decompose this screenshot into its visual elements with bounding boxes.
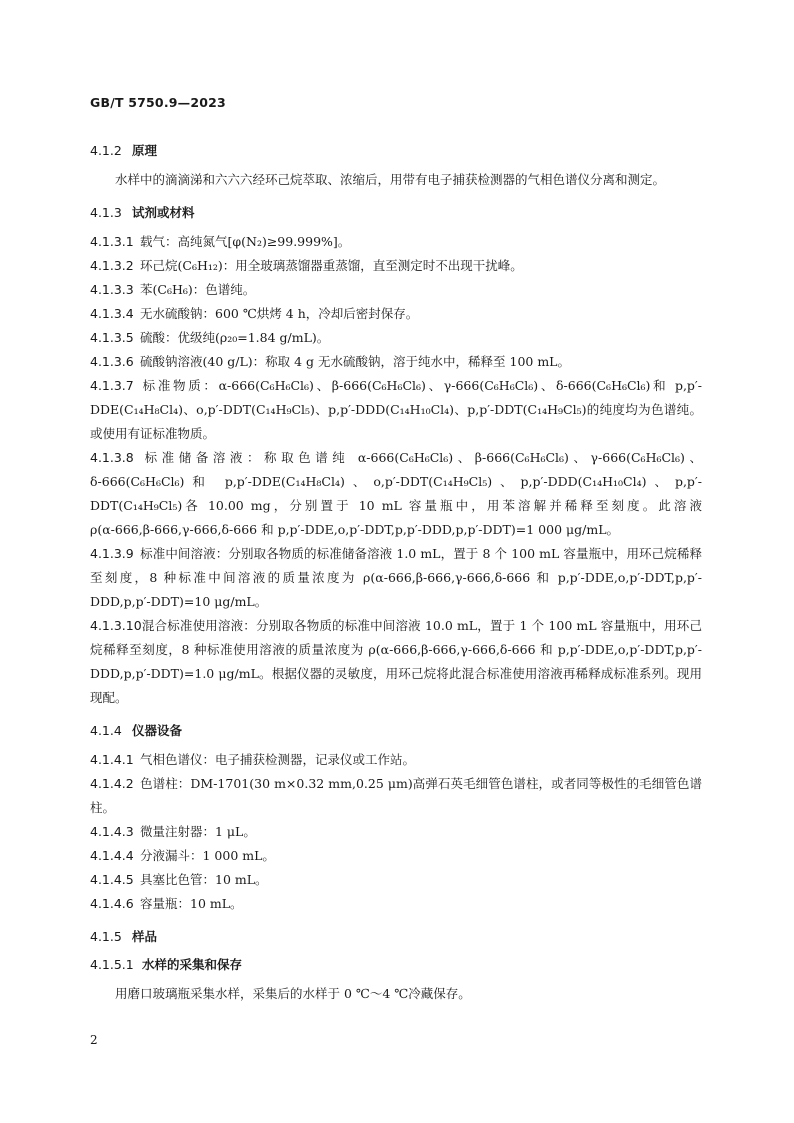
section-title: 水样的采集和保存 (142, 957, 243, 972)
list-item (90, 748, 702, 772)
item-text: 标准中间溶液：分别取各物质的标准储备溶液 1.0 mL，置于 8 个 100 mL 容量瓶中，用环己烷稀释至刻度，8 种标准中间溶液的质量浓度为 ρ(α-666,β-666,γ-666,δ-666 和 p,p′-DDE,o,p′-DDT,p,p′-DDD,p,p′-DDT)=10 μg/mL。 (90, 546, 702, 609)
item-text: 微量注射器：1 μL。 (140, 824, 256, 839)
item-number: 4.1.4.6 (90, 896, 134, 911)
item-number: 4.1.4.4 (90, 848, 134, 863)
item-text: 容量瓶：10 mL。 (140, 896, 243, 911)
principle-paragraph: 水样中的滴滴涕和六六六经环己烷萃取、浓缩后，用带有电子捕获检测器的气相色谱仪分离和测定。 (115, 172, 666, 187)
item-text: 标准物质：α-666(C₆H₆Cl₆)、β-666(C₆H₆Cl₆)、γ-666(C₆H₆Cl₆)、δ-666(C₆H₆Cl₆)和 p,p′-DDE(C₁₄H₈Cl₄)、o,p′-DDT(C₁₄H₉Cl₅)、p,p′-DDD(C₁₄H₁₀Cl₄)、p,p′-DDT(C₁₄H₉Cl₅)的纯度均为色谱纯。或使用有证标准物质。 (90, 378, 702, 441)
section-number: 4.1.5.1 (90, 957, 134, 972)
list-item (90, 614, 702, 710)
section-number: 4.1.5 (90, 929, 122, 944)
list-item (90, 302, 702, 326)
section-title: 原理 (132, 143, 158, 158)
item-text: 气相色谱仪：电子捕获检测器，记录仪或工作站。 (140, 752, 416, 767)
item-number: 4.1.4.5 (90, 872, 134, 887)
list-item (90, 350, 702, 374)
item-text: 苯(C₆H₆)：色谱纯。 (140, 282, 256, 297)
item-text: 硫酸：优级纯(ρ₂₀=1.84 g/mL)。 (140, 330, 330, 345)
item-text: 具塞比色管：10 mL。 (140, 872, 268, 887)
item-text: 硫酸钠溶液(40 g/L)：称取 4 g 无水硫酸钠，溶于纯水中，稀释至 100 mL。 (140, 354, 570, 369)
item-text: 载气：高纯氮气[φ(N₂)≥99.999%]。 (140, 234, 351, 249)
list-item (90, 254, 702, 278)
item-text: 无水硫酸钠：600 ℃烘烤 4 h，冷却后密封保存。 (140, 306, 419, 321)
list-item (90, 820, 702, 844)
item-text: 色谱柱：DM-1701(30 m×0.32 mm,0.25 μm)高弹石英毛细管色谱柱，或者同等极性的毛细管色谱柱。 (90, 776, 702, 815)
item-number: 4.1.4.2 (90, 776, 134, 791)
section-heading-4-1-5-1 (90, 956, 702, 982)
section-title: 仪器设备 (132, 723, 183, 738)
item-number: 4.1.3.3 (90, 282, 134, 297)
item-text: 混合标准使用溶液：分别取各物质的标准中间溶液 10.0 mL，置于 1 个 100 mL 容量瓶中，用环己烷稀释至刻度，8 种标准使用溶液的质量浓度为 ρ(α-666,β-666,γ-666,δ-666 和 p,p′-DDE,o,p′-DDT,p,p′-DDD,p,p′-DDT)=1.0 μg/mL。根据仪器的灵敏度，用环己烷将此混合标准使用溶液再稀释成标准系列。现用现配。 (90, 618, 702, 705)
section-heading-4-1-2 (90, 142, 702, 168)
item-number: 4.1.3.5 (90, 330, 134, 345)
item-number: 4.1.3.4 (90, 306, 134, 321)
item-number: 4.1.3.6 (90, 354, 134, 369)
item-number: 4.1.3.9 (90, 546, 134, 561)
instrument-list (90, 748, 702, 916)
sampling-paragraph: 用磨口玻璃瓶采集水样，采集后的水样于 0 ℃～4 ℃冷藏保存。 (115, 986, 471, 1001)
list-item (90, 892, 702, 916)
list-item (90, 844, 702, 868)
section-heading-4-1-4 (90, 722, 702, 748)
page-number: 2 (90, 1033, 98, 1047)
list-item (90, 374, 702, 446)
reagent-list (90, 230, 702, 710)
item-number: 4.1.3.8 (90, 450, 134, 465)
list-item (90, 446, 702, 542)
item-text: 标准储备溶液：称取色谱纯 α-666(C₆H₆Cl₆)、β-666(C₆H₆Cl₆)、γ-666(C₆H₆Cl₆)、δ-666(C₆H₆Cl₆)和 p,p′-DDE(C₁₄H₈Cl₄)、o,p′-DDT(C₁₄H₉Cl₅)、p,p′-DDD(C₁₄H₁₀Cl₄)、p,p′-DDT(C₁₄H₉Cl₅)各 10.00 mg，分别置于 10 mL 容量瓶中，用苯溶解并稀释至刻度。此溶液 ρ(α-666,β-666,γ-666,δ-666 和 p,p′-DDE,o,p′-DDT,p,p′-DDD,p,p′-DDT)=1 000 μg/mL。 (90, 450, 702, 537)
list-item (90, 326, 702, 350)
section-title: 样品 (132, 929, 158, 944)
section-heading-4-1-3 (90, 204, 702, 230)
item-number: 4.1.4.1 (90, 752, 134, 767)
list-item (90, 542, 702, 614)
item-number: 4.1.3.7 (90, 378, 134, 393)
item-number: 4.1.3.10 (90, 618, 142, 633)
section-number: 4.1.2 (90, 143, 122, 158)
item-text: 分液漏斗：1 000 mL。 (140, 848, 275, 863)
section-number: 4.1.3 (90, 205, 122, 220)
list-item (90, 230, 702, 254)
item-number: 4.1.3.2 (90, 258, 134, 273)
item-text: 环己烷(C₆H₁₂)：用全玻璃蒸馏器重蒸馏，直至测定时不出现干扰峰。 (140, 258, 523, 273)
document-body (90, 142, 702, 1006)
section-heading-4-1-5 (90, 928, 702, 954)
section-title: 试剂或材料 (132, 205, 195, 220)
list-item (90, 278, 702, 302)
list-item (90, 772, 702, 820)
standard-code-header: GB/T 5750.9—2023 (90, 95, 226, 110)
item-number: 4.1.3.1 (90, 234, 134, 249)
list-item (90, 868, 702, 892)
item-number: 4.1.4.3 (90, 824, 134, 839)
section-number: 4.1.4 (90, 723, 122, 738)
